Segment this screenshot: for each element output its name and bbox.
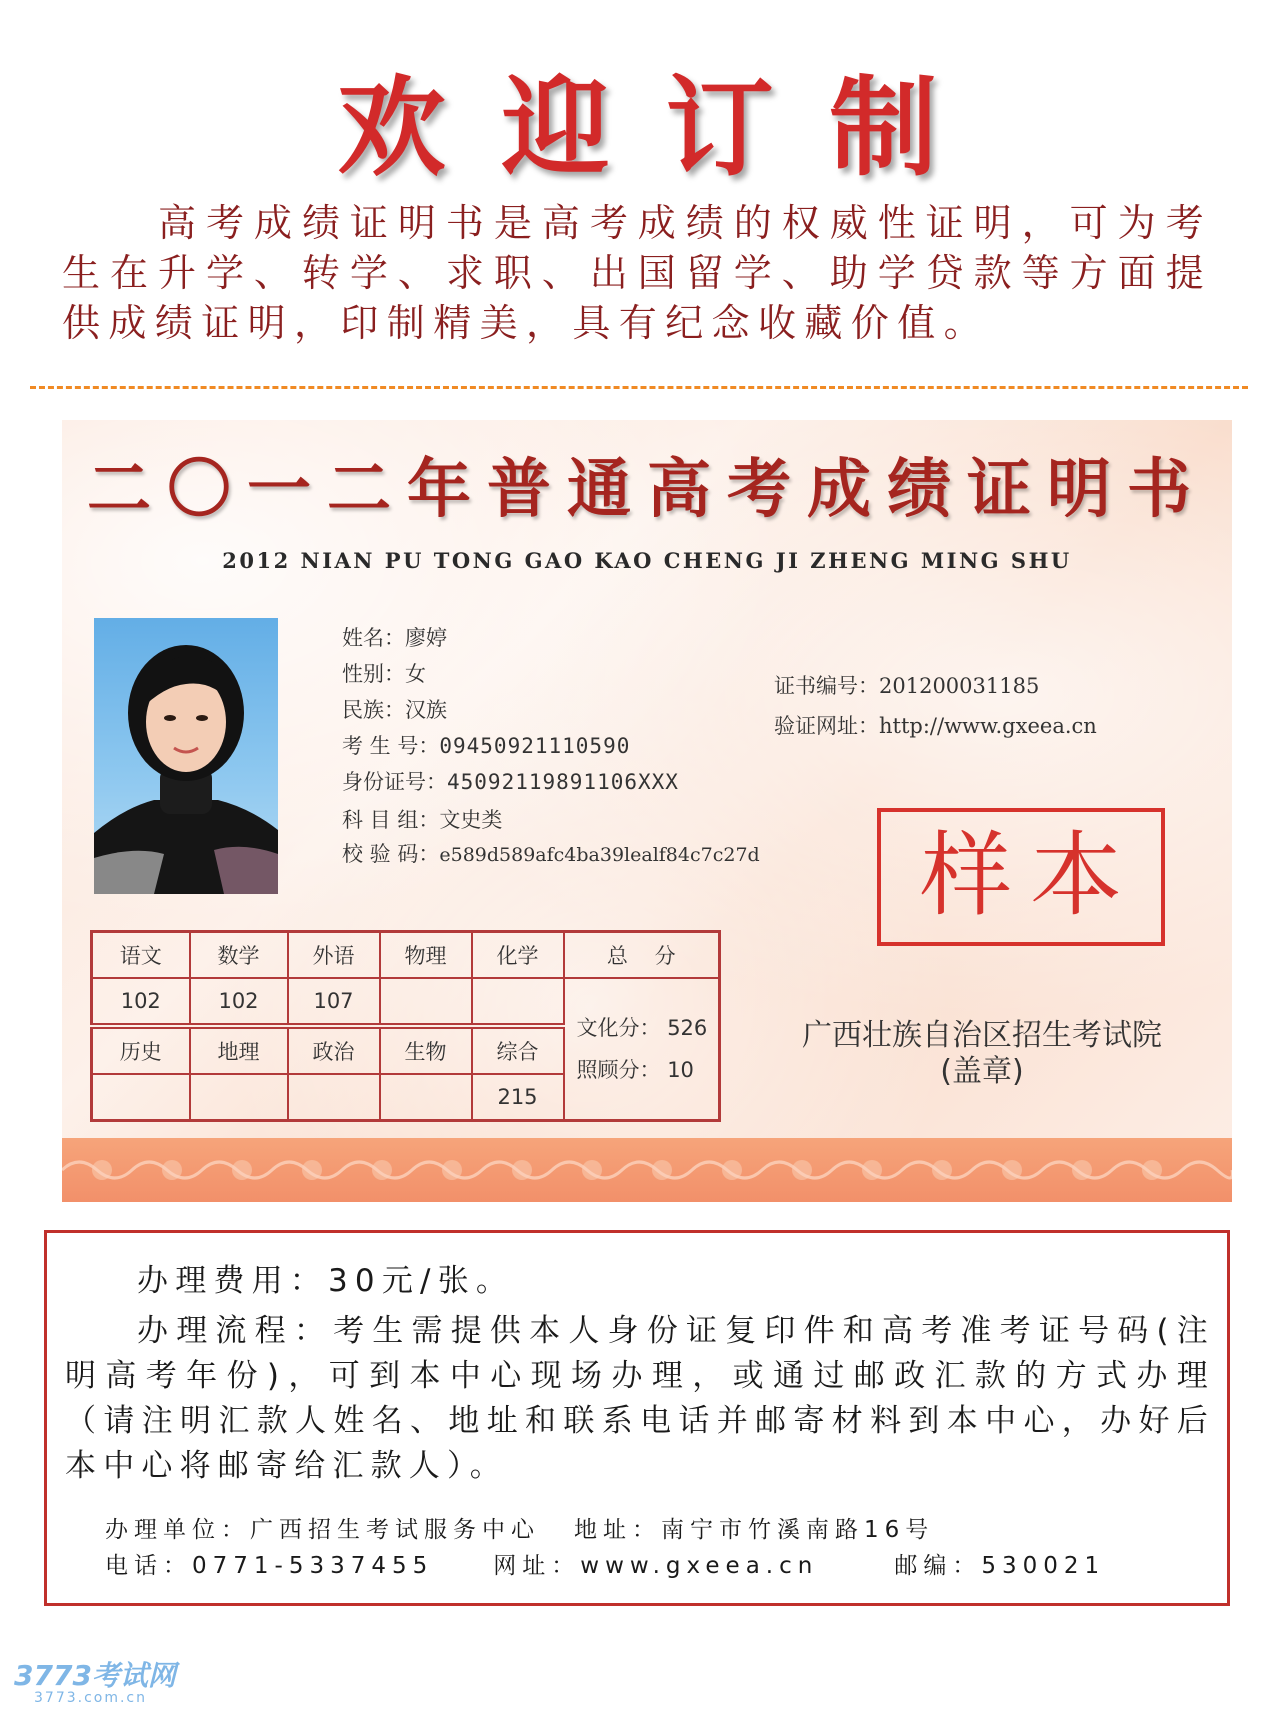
address-label: 地址： [574, 1517, 661, 1543]
dashed-divider [30, 386, 1248, 389]
culture-score-label: 文化分： [576, 1016, 661, 1040]
table-row [92, 932, 720, 979]
field-check-code [342, 838, 760, 868]
table-header-cell: 地理 [190, 1026, 288, 1074]
table-cell: 102 [92, 978, 190, 1026]
issuer [762, 1018, 1202, 1090]
field-label: 考 生 号： [342, 734, 440, 758]
address-value: 南宁市竹溪南路16号 [661, 1517, 935, 1543]
certificate-subtitle: 2012 NIAN PU TONG GAO KAO CHENG JI ZHENG MING SHU [222, 548, 1072, 573]
field-value: e589d589afc4ba39lealf84c7c27d [439, 844, 760, 866]
contact-line-1 [105, 1511, 934, 1544]
field-value: 45092119891106XXX [447, 770, 679, 794]
table-header-cell: 语文 [92, 932, 190, 979]
issuer-name: 广西壮族自治区招生考试院 [802, 1018, 1162, 1053]
total-cell [564, 978, 720, 1121]
decorative-band [62, 1138, 1232, 1202]
verify-url-value: http://www.gxeea.cn [879, 714, 1097, 738]
headline: 欢迎订制 [337, 65, 994, 191]
field-label: 科 目 组： [342, 808, 440, 832]
site-url-watermark: 3773.com.cn [34, 1690, 147, 1706]
bonus-score-value: 10 [667, 1058, 694, 1082]
field-exam-number [342, 730, 630, 760]
certificate-title: 二〇一二年普通高考成绩证明书 [87, 452, 1207, 527]
certificate-number-label: 证书编号： [774, 674, 879, 698]
bonus-score-label: 照顾分： [576, 1058, 661, 1082]
certificate-number-value: 201200031185 [879, 674, 1040, 698]
unit-label: 办理单位： [105, 1517, 250, 1543]
phone-label: 电话： [105, 1553, 192, 1579]
table-header-cell: 历史 [92, 1026, 190, 1074]
intro-paragraph: 高考成绩证明书是高考成绩的权威性证明，可为考生在升学、转学、求职、出国留学、助学贷款等方面提供成绩证明，印制精美，具有纪念收藏价值。 [62, 201, 1212, 345]
field-ethnicity [342, 694, 447, 724]
table-row [92, 978, 720, 1026]
certificate-number [774, 670, 1039, 700]
zip-label: 邮编： [894, 1553, 982, 1579]
field-id-number [342, 766, 679, 796]
culture-score [577, 1007, 719, 1049]
certificate-sample [62, 420, 1232, 1202]
issuer-note: (盖章) [940, 1054, 1024, 1089]
table-header-cell: 综合 [472, 1026, 564, 1074]
phone-value: 0771-5337455 [192, 1553, 434, 1579]
field-value: 09450921110590 [439, 734, 631, 758]
unit-value: 广西招生考试服务中心 [250, 1517, 540, 1543]
field-value: 文史类 [439, 808, 503, 832]
table-cell [288, 1074, 380, 1121]
field-label: 校 验 码： [342, 842, 440, 866]
table-cell [92, 1074, 190, 1121]
ornament-pattern [62, 1138, 1232, 1202]
portrait-illustration [94, 618, 278, 894]
process-text: 考生需提供本人身份证复印件和高考准考证号码(注明高考年份)，可到本中心现场办理，或通过邮政汇款的方式办理（请注明汇款人姓名、地址和联系电话并邮寄材料到本中心，办好后本中心将邮寄给汇款人）。 [65, 1313, 1215, 1484]
table-header-cell: 物理 [380, 932, 472, 979]
table-cell [380, 1074, 472, 1121]
field-value: 女 [405, 662, 426, 686]
table-cell [472, 978, 564, 1026]
contact-line-2 [105, 1547, 1105, 1580]
service-info-box [44, 1230, 1230, 1606]
field-label: 性别： [342, 662, 405, 686]
total-header-cell: 总 分 [564, 932, 720, 979]
process-label: 办理流程： [137, 1313, 334, 1349]
table-header-cell: 化学 [472, 932, 564, 979]
web-label: 网址： [493, 1553, 581, 1579]
field-value: 汉族 [405, 698, 447, 722]
scores-table [90, 930, 721, 1122]
zip-value: 530021 [981, 1553, 1106, 1579]
site-logo-watermark: 3773考试网 [14, 1659, 176, 1692]
fee-label: 办理费用： [137, 1263, 328, 1299]
fee-value: 30元/张。 [328, 1263, 515, 1299]
table-cell [190, 1074, 288, 1121]
verify-url [774, 710, 1097, 740]
field-value: 廖婷 [405, 626, 447, 650]
table-cell [380, 978, 472, 1026]
table-header-cell: 外语 [288, 932, 380, 979]
fee-line [137, 1255, 514, 1300]
field-label: 民族： [342, 698, 405, 722]
verify-url-label: 验证网址： [774, 714, 879, 738]
table-header-cell: 生物 [380, 1026, 472, 1074]
field-gender [342, 658, 426, 688]
table-cell: 215 [472, 1074, 564, 1121]
table-header-cell: 数学 [190, 932, 288, 979]
field-label: 姓名： [342, 626, 405, 650]
web-value: www.gxeea.cn [580, 1553, 819, 1579]
field-name [342, 622, 447, 652]
table-cell: 102 [190, 978, 288, 1026]
field-label: 身份证号： [342, 770, 447, 794]
field-subject-group [342, 804, 502, 834]
student-photo [94, 618, 278, 894]
process-paragraph [65, 1309, 1215, 1489]
bonus-score [577, 1049, 719, 1091]
culture-score-value: 526 [667, 1016, 708, 1040]
table-cell: 107 [288, 978, 380, 1026]
table-header-cell: 政治 [288, 1026, 380, 1074]
sample-stamp: 样本 [877, 808, 1165, 946]
